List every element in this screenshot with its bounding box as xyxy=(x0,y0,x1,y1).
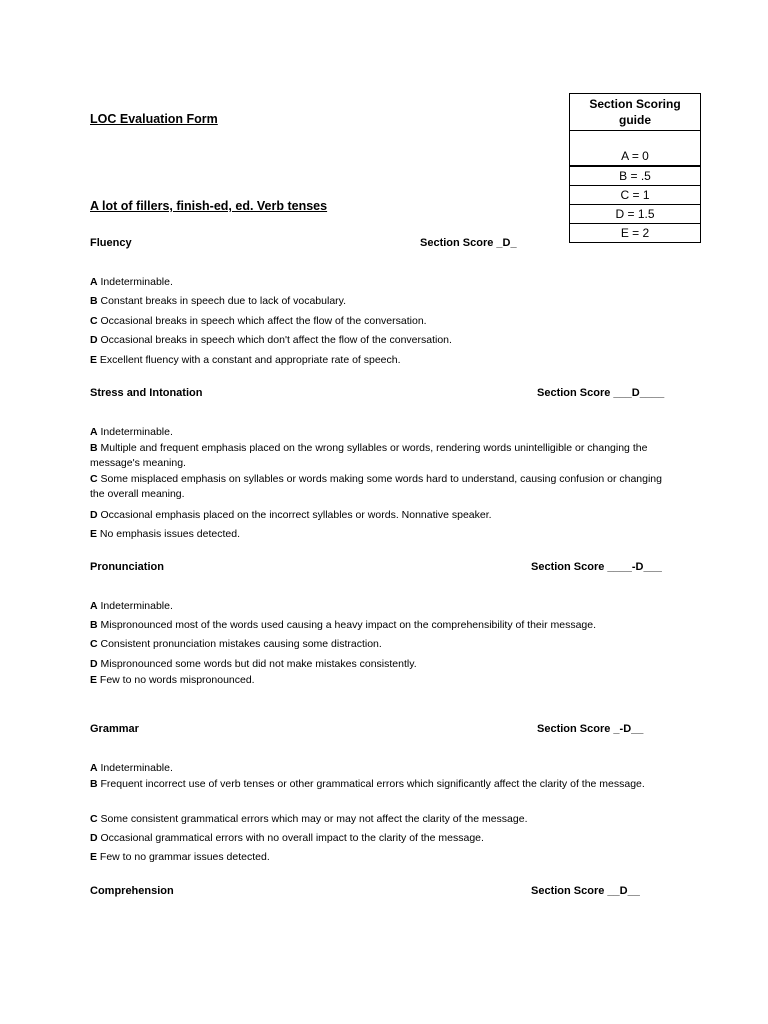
section-title-fluency: Fluency xyxy=(90,237,132,249)
scoring-guide-row: D = 1.5 xyxy=(570,205,700,224)
criterion-item: D Occasional grammatical errors with no overall impact to the clarity of the message. xyxy=(90,832,484,844)
criterion-item: C Occasional breaks in speech which affect the flow of the conversation. xyxy=(90,315,427,327)
criterion-item: D Mispronounced some words but did not make mistakes consistently. xyxy=(90,658,417,670)
section-title-comprehension: Comprehension xyxy=(90,885,174,897)
scoring-guide-header xyxy=(570,94,700,131)
criterion-item: A Indeterminable. xyxy=(90,600,173,612)
scoring-guide-row: A = 0 xyxy=(570,147,700,166)
criterion-item: B Constant breaks in speech due to lack of vocabulary. xyxy=(90,295,347,307)
section-title-pronunciation: Pronunciation xyxy=(90,561,164,573)
section-title-stress-intonation: Stress and Intonation xyxy=(90,387,203,399)
section-score-pronunciation: Section Score ____-D___ xyxy=(531,561,662,573)
criterion-item: C Some consistent grammatical errors which may or may not affect the clarity of the message. xyxy=(90,813,528,825)
criterion-item: E Few to no words mispronounced. xyxy=(90,674,255,686)
form-title: LOC Evaluation Form xyxy=(90,112,218,126)
scoring-guide-row: E = 2 xyxy=(620,226,650,240)
criterion-item: C Some misplaced emphasis on syllables or words making some words hard to understand, causing confusion or changing the overall meaning. xyxy=(90,473,662,500)
criterion-item: B Frequent incorrect use of verb tenses or other grammatical errors which significantly affect the clarity of the message. xyxy=(90,778,645,790)
scoring-guide-row: C = 1 xyxy=(570,186,700,205)
criterion-item: E No emphasis issues detected. xyxy=(90,528,241,540)
criterion-item: E Excellent fluency with a constant and appropriate rate of speech. xyxy=(90,354,401,366)
criterion-item: C Consistent pronunciation mistakes causing some distraction. xyxy=(90,638,382,650)
section-score-stress-intonation: Section Score ___D____ xyxy=(537,387,665,399)
criterion-item: E Few to no grammar issues detected. xyxy=(90,851,270,863)
section-score-comprehension: Section Score __D__ xyxy=(531,885,640,897)
scoring-guide-title-line2: guide xyxy=(619,113,651,127)
scoring-guide-table xyxy=(569,93,701,243)
criterion-item: D Occasional breaks in speech which don't affect the flow of the conversation. xyxy=(90,334,452,346)
section-score-grammar: Section Score _-D__ xyxy=(537,723,644,735)
criterion-item: A Indeterminable. xyxy=(90,762,173,774)
scoring-guide-title-line1: Section Scoring xyxy=(589,97,681,111)
evaluator-note: A lot of fillers, finish-ed, ed. Verb tenses xyxy=(90,199,328,213)
section-score-fluency: Section Score _D_ xyxy=(420,237,517,249)
criterion-item: A Indeterminable. xyxy=(90,426,173,438)
section-title-grammar: Grammar xyxy=(90,723,139,735)
criterion-item: B Multiple and frequent emphasis placed on the wrong syllables or words, rendering words unintelligible or changing the message's meaning. xyxy=(90,442,648,469)
scoring-guide-row: B = .5 xyxy=(570,166,700,186)
criterion-item: B Mispronounced most of the words used causing a heavy impact on the comprehensibility of their message. xyxy=(90,619,597,631)
criterion-item: D Occasional emphasis placed on the incorrect syllables or words. Nonnative speaker. xyxy=(90,509,492,521)
criterion-item: A Indeterminable. xyxy=(90,276,173,288)
